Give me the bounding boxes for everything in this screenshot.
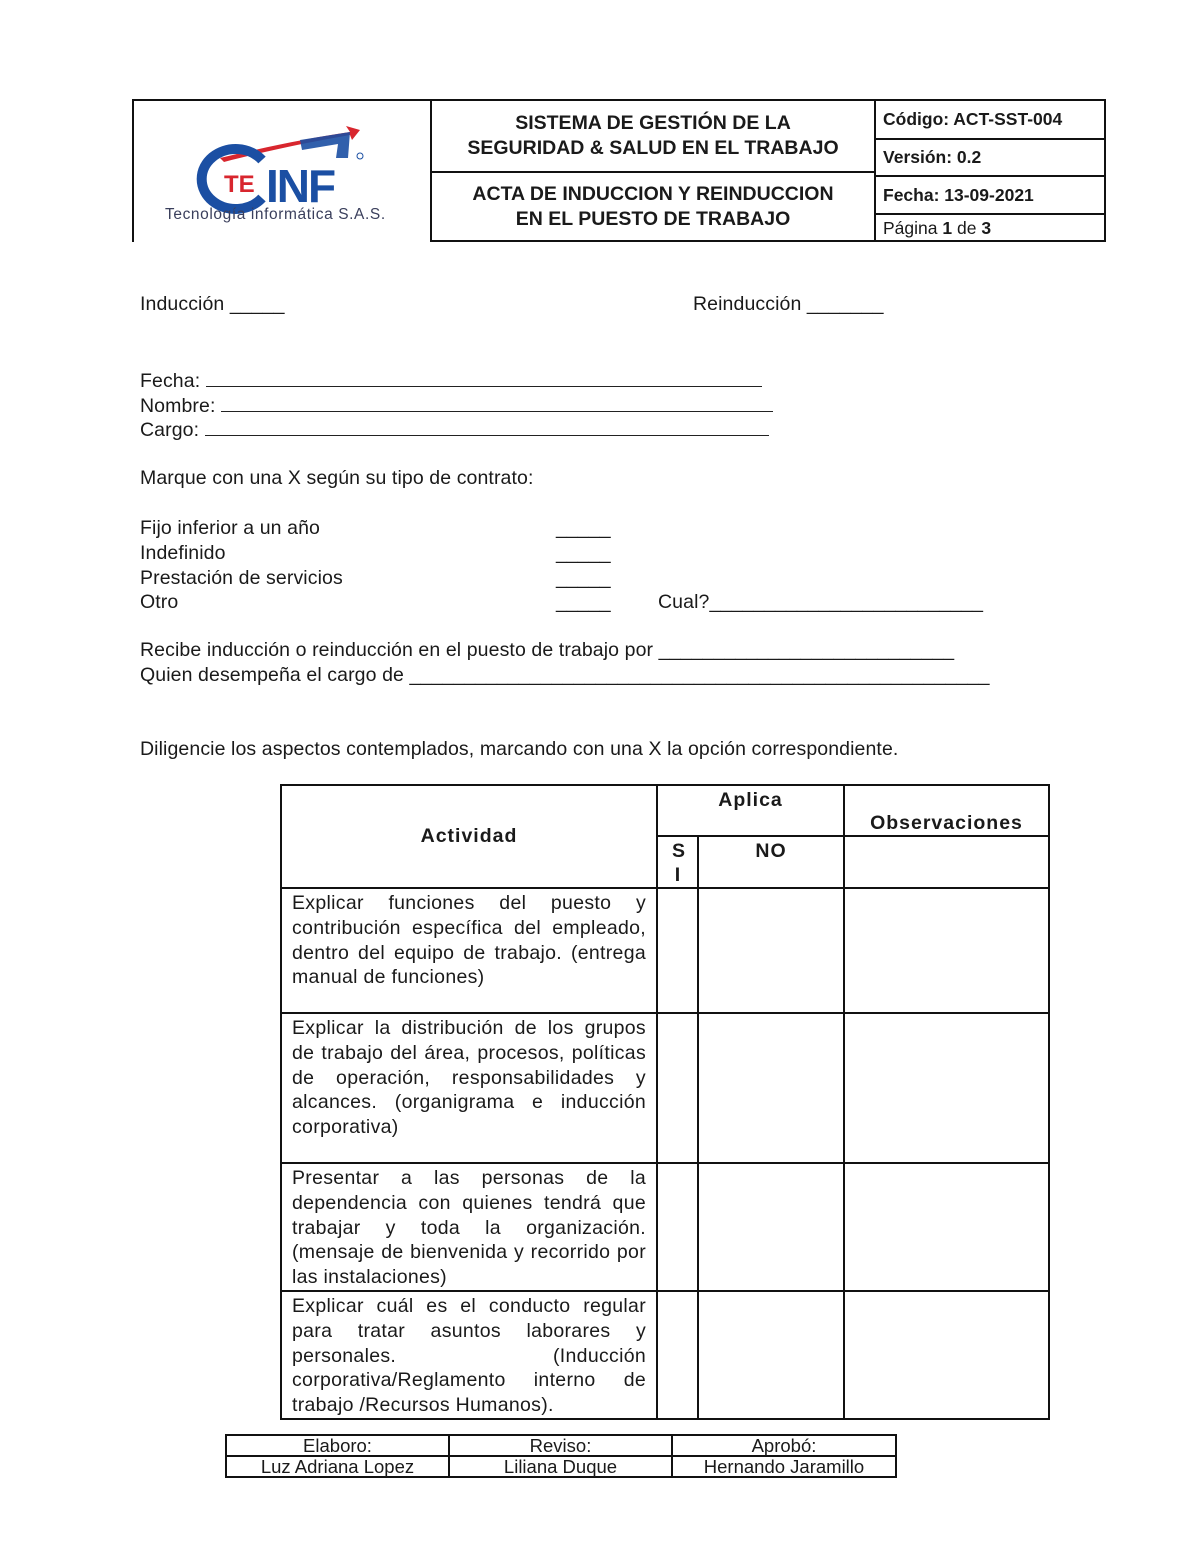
svg-text:INF: INF [266, 160, 335, 212]
fecha-field[interactable] [140, 368, 762, 393]
contract-blank[interactable]: _____ [556, 591, 611, 613]
si-cell[interactable] [657, 1163, 698, 1291]
table-row [281, 1163, 657, 1291]
contract-option-label: Fijo inferior a un año [140, 517, 320, 539]
contract-prompt: Marque con una X según su tipo de contrato: [140, 467, 534, 489]
aprobo-label: Aprobó: [672, 1435, 896, 1456]
cargo-label: Cargo: [140, 419, 200, 441]
col-si-label: SI [672, 840, 686, 886]
elaboro-name: Luz Adriana Lopez [226, 1456, 449, 1477]
col-observaciones-label: Observaciones [870, 812, 1023, 834]
si-cell[interactable] [657, 1013, 698, 1163]
activity-text: Presentar a las personas de la dependencia con quienes tendrá que trabajar y toda la organización. (mensaje de bienvenida y recorrido por las instalaciones) [292, 1167, 646, 1289]
header-title-cell [430, 99, 876, 242]
contract-blank[interactable]: _____ [556, 542, 611, 564]
induccion-field[interactable]: Inducción _____ [140, 293, 285, 315]
col-observaciones [844, 785, 1049, 836]
header-meta-cell [874, 99, 1106, 242]
observaciones-header-blank [844, 836, 1049, 888]
contract-option-label: Indefinido [140, 542, 226, 564]
no-cell[interactable] [698, 1163, 844, 1291]
reviso-name: Liliana Duque [449, 1456, 672, 1477]
page-of: de [956, 218, 977, 238]
svg-text:TE: TE [224, 171, 255, 198]
col-no [698, 836, 844, 888]
col-no-label: NO [755, 840, 787, 862]
doc-code: Código: ACT-SST-004 [876, 101, 1104, 140]
nombre-line[interactable] [221, 393, 773, 412]
doc-page [876, 215, 1104, 242]
elaboro-label: Elaboro: [226, 1435, 449, 1456]
observaciones-cell[interactable] [844, 1163, 1049, 1291]
no-cell[interactable] [698, 1013, 844, 1163]
contract-blank[interactable]: _____ [556, 517, 611, 539]
no-cell[interactable] [698, 888, 844, 1013]
doc-title-line1: ACTA DE INDUCCION Y REINDUCCION [472, 182, 834, 205]
aprobo-name: Hernando Jaramillo [672, 1456, 896, 1477]
no-cell[interactable] [698, 1291, 844, 1419]
col-si [657, 836, 698, 888]
cargo-field[interactable] [140, 417, 769, 442]
si-cell[interactable] [657, 888, 698, 1013]
observaciones-cell[interactable] [844, 1291, 1049, 1419]
activity-text: Explicar la distribución de los grupos de trabajo del área, procesos, políticas de operación, responsabilidades y alcances. (organigrama e inducción corporativa) [292, 1017, 646, 1139]
reinduccion-field[interactable]: Reinducción _______ [693, 293, 884, 315]
page-number: 1 [942, 218, 953, 238]
col-actividad [281, 785, 657, 888]
doc-date: Fecha: 13-09-2021 [876, 177, 1104, 215]
system-title-line1: SISTEMA DE GESTIÓN DE LA [515, 112, 791, 134]
contract-option-label: Prestación de servicios [140, 567, 343, 589]
page-total: 3 [981, 218, 992, 238]
quien-field[interactable]: Quien desempeña el cargo de _____________________________________________________ [140, 664, 990, 686]
fecha-line[interactable] [206, 368, 762, 387]
table-row [281, 1013, 657, 1163]
reviso-label: Reviso: [449, 1435, 672, 1456]
activity-text: Explicar cuál es el conducto regular para tratar asuntos laborares y personales. (Inducción corporativa/Reglamento interno de trabajo /Recursos Humanos). [292, 1294, 646, 1417]
signatures-table [225, 1434, 897, 1478]
doc-title-line2: EN EL PUESTO DE TRABAJO [515, 207, 791, 230]
col-actividad-label: Actividad [420, 825, 518, 847]
col-aplica-label: Aplica [718, 789, 783, 811]
table-row [281, 1291, 657, 1419]
cual-field[interactable]: Cual?_________________________ [658, 591, 984, 613]
observaciones-cell[interactable] [844, 1013, 1049, 1163]
page-label: Página [883, 218, 938, 238]
cargo-line[interactable] [205, 417, 769, 436]
observaciones-cell[interactable] [844, 888, 1049, 1013]
activity-table [280, 784, 1048, 1417]
recibe-field[interactable]: Recibe inducción o reinducción en el puesto de trabajo por ___________________________ [140, 639, 955, 661]
nombre-label: Nombre: [140, 395, 216, 417]
company-tagline: Tecnología informática S.A.S. [165, 206, 386, 223]
col-aplica [657, 785, 844, 836]
system-title-line2: SEGURIDAD & SALUD EN EL TRABAJO [467, 137, 839, 159]
activity-text: Explicar funciones del puesto y contribución específica del empleado, dentro del equipo de trabajo. (entrega manual de funciones) [292, 892, 646, 989]
table-row [281, 888, 657, 1013]
nombre-field[interactable] [140, 393, 773, 418]
contract-blank[interactable]: _____ [556, 567, 611, 589]
fecha-label: Fecha: [140, 370, 201, 392]
contract-option-label: Otro [140, 591, 179, 613]
diligencie-instruction: Diligencie los aspectos contemplados, marcando con una X la opción correspondiente. [140, 738, 899, 760]
si-cell[interactable] [657, 1291, 698, 1419]
doc-version: Versión: 0.2 [876, 140, 1104, 177]
